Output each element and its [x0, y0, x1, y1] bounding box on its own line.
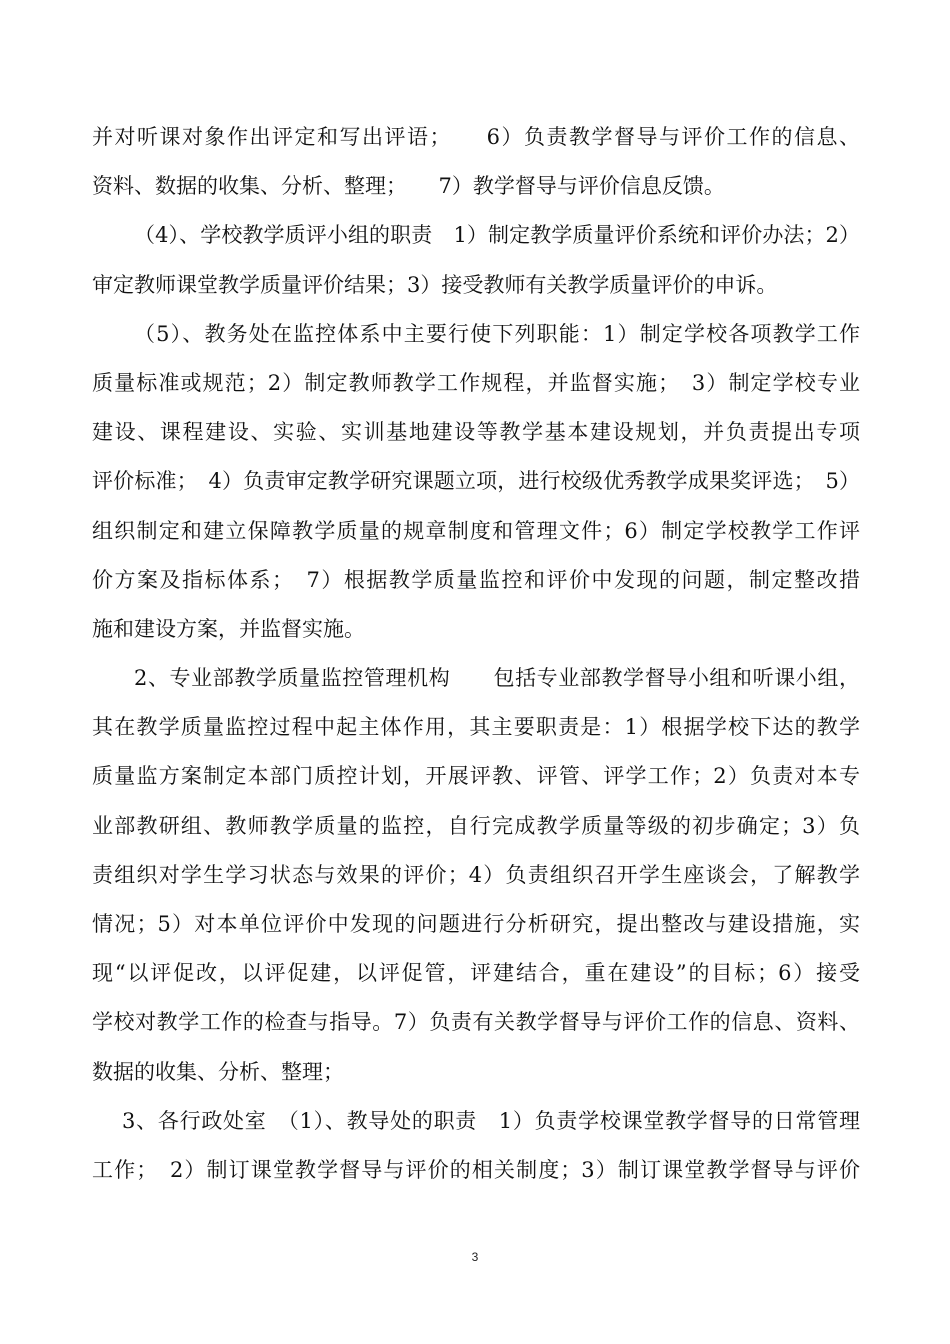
text-line: 资料、数据的收集、分析、整理； 7）教学督导与评价信息反馈。 — [92, 174, 725, 199]
text-line: 3、各行政处室 （1）、教导处的职责 1）负责学校课堂教学督导的日常管理 — [122, 1108, 860, 1133]
text-line: 数据的收集、分析、整理； — [92, 1059, 344, 1084]
text-line: 组织制定和建立保障教学质量的规章制度和管理文件；6）制定学校教学工作评 — [92, 518, 860, 543]
text-line: 建设、课程建设、实验、实训基地建设等教学基本建设规划，并负责提出专项 — [92, 420, 860, 445]
text-line: 质量标准或规范；2）制定教师教学工作规程，并监督实施； 3）制定学校专业 — [92, 370, 860, 395]
text-line: 其在教学质量监控过程中起主体作用，其主要职责是：1）根据学校下达的教学 — [92, 715, 860, 740]
body-text — [92, 113, 860, 1195]
text-line: 施和建设方案，并监督实施。 — [92, 616, 365, 641]
text-line: 情况；5）对本单位评价中发现的问题进行分析研究，提出整改与建设措施，实 — [92, 912, 860, 936]
text-line: （5）、教务处在监控体系中主要行使下列职能：1）制定学校各项教学工作 — [134, 321, 860, 346]
text-line: 业部教研组、教师教学质量的监控，自行完成教学质量等级的初步确定；3）负 — [92, 813, 860, 838]
text-line: 质量监方案制定本部门质控计划，开展评教、评管、评学工作；2）负责对本专 — [92, 764, 860, 789]
text-line: 2、专业部教学质量监控管理机构 包括专业部教学督导小组和听课小组， — [134, 666, 860, 691]
text-line: 现“以评促改，以评促建，以评促管，评建结合，重在建设”的目标；6）接受 — [92, 961, 860, 986]
text-line: 审定教师课堂教学质量评价结果；3）接受教师有关教学质量评价的申诉。 — [92, 272, 778, 297]
text-line: 工作； 2）制订课堂教学督导与评价的相关制度；3）制订课堂教学督导与评价 — [92, 1157, 860, 1182]
text-line: 价方案及指标体系； 7）根据教学质量监控和评价中发现的问题，制定整改措 — [92, 567, 860, 592]
text-line: 并对听课对象作出评定和写出评语； 6）负责教学督导与评价工作的信息、 — [92, 125, 860, 149]
text-line: （4）、学校教学质评小组的职责 1）制定教学质量评价系统和评价办法；2） — [134, 223, 860, 248]
page-number: 3 — [471, 1250, 479, 1264]
text-line: 学校对教学工作的检查与指导。7）负责有关教学督导与评价工作的信息、资料、 — [92, 1010, 860, 1035]
text-line: 评价标准； 4）负责审定教学研究课题立项，进行校级优秀教学成果奖评选； 5） — [92, 469, 860, 494]
text-line: 责组织对学生学习状态与效果的评价；4）负责组织召开学生座谈会，了解教学 — [92, 862, 860, 887]
